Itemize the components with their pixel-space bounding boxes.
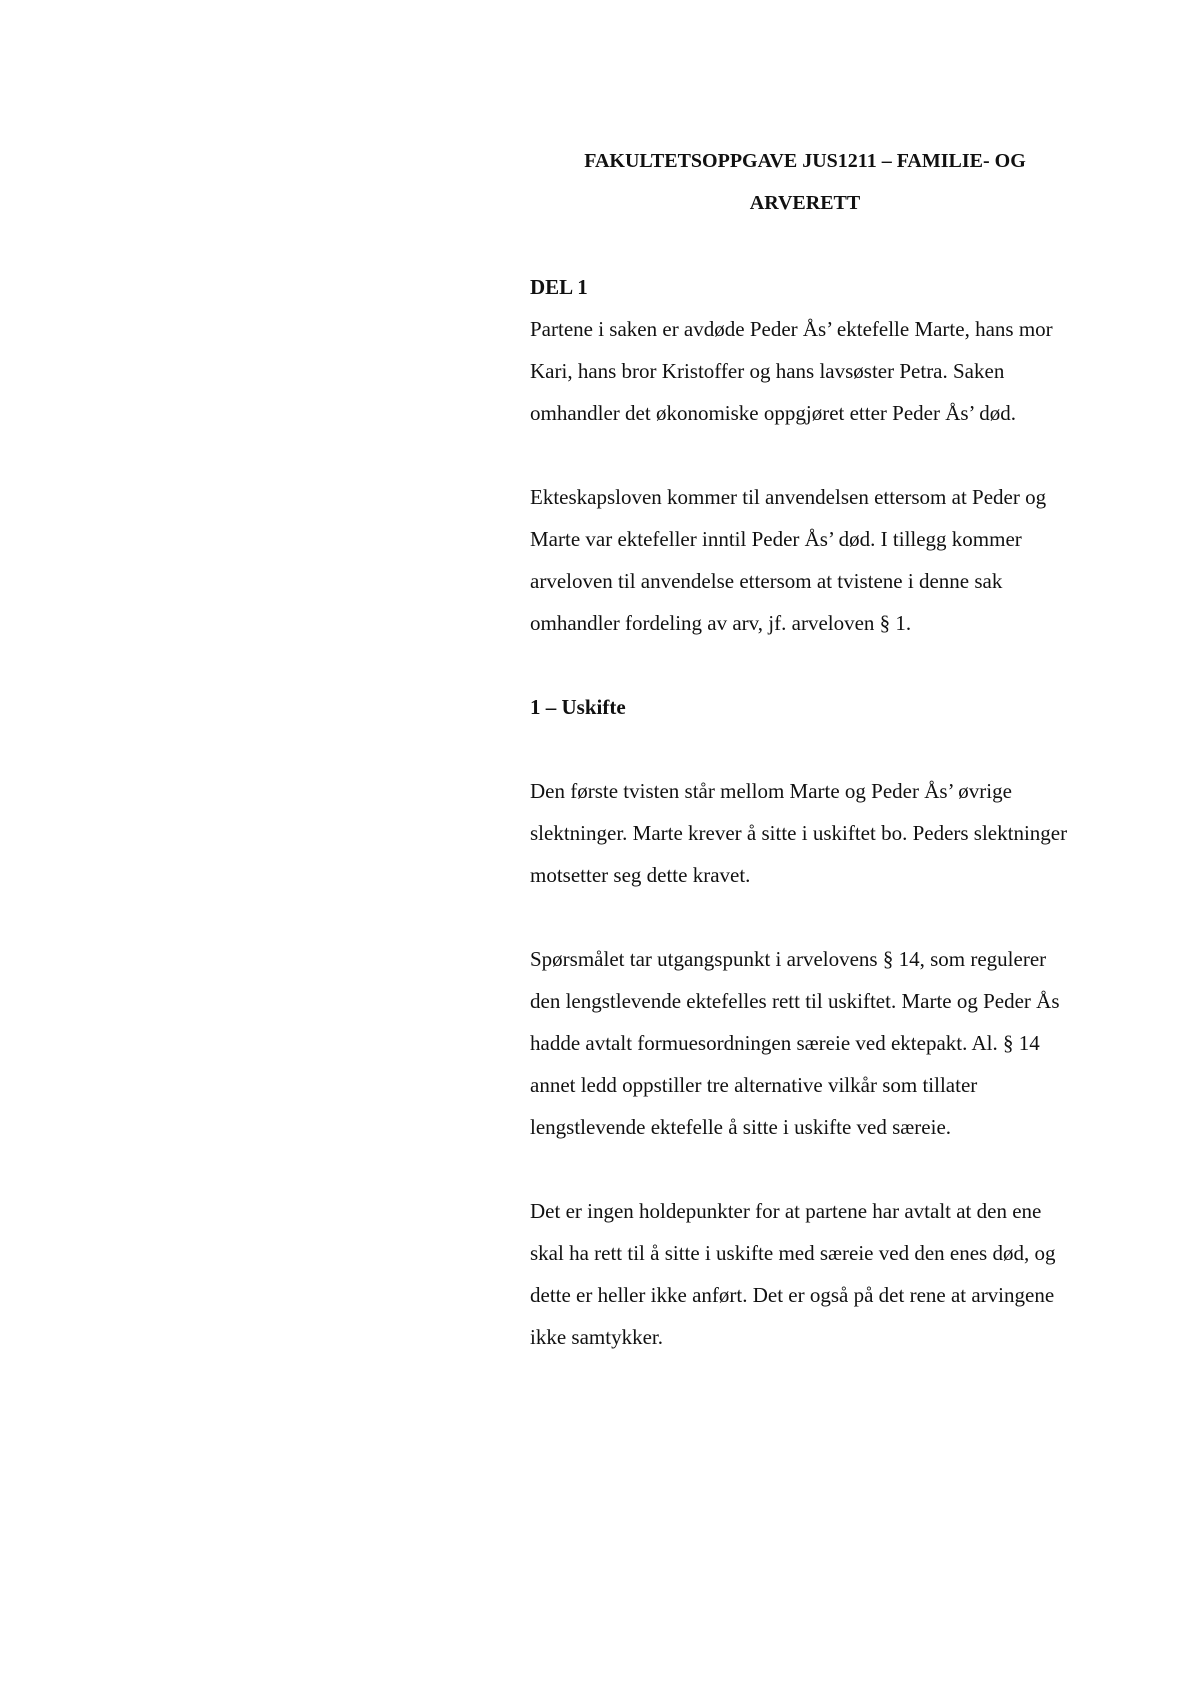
document-title: FAKULTETSOPPGAVE JUS1211 – FAMILIE- OG ARVERETT (584, 150, 1026, 214)
paragraph-applicable-law: Ekteskapsloven kommer til anvendelsen ettersom at Peder og Marte var ektefeller inntil Peder Ås’ død. I tillegg kommer arveloven til anvendelse ettersom at tvistene i denne sak omhandler fordeling av arv, jf. arveloven § 1. (530, 485, 1047, 635)
section-heading-uskifte: 1 – Uskifte (530, 695, 626, 719)
part-heading: DEL 1 (530, 275, 588, 299)
spacer (530, 224, 1080, 266)
paragraph-first-dispute: Den første tvisten står mellom Marte og Peder Ås’ øvrige slektninger. Marte krever å sitte i uskiftet bo. Peders slektninger motsetter seg dette kravet. (530, 779, 1068, 887)
spacer (530, 1148, 1080, 1190)
spacer (530, 728, 1080, 770)
spacer (530, 644, 1080, 686)
paragraph-no-agreement: Det er ingen holdepunkter for at partene har avtalt at den ene skal ha rett til å sitte i uskifte med særeie ved den enes død, og dette er heller ikke anført. Det er også på det rene at arvingene ikke samtykker. (530, 1199, 1056, 1349)
paragraph-parties: Partene i saken er avdøde Peder Ås’ ektefelle Marte, hans mor Kari, hans bror Kristoffer og hans lavsøster Petra. Saken omhandler det økonomiske oppgjøret etter Peder Ås’ død. (530, 317, 1053, 425)
spacer (530, 896, 1080, 938)
paragraph-legal-question: Spørsmålet tar utgangspunkt i arvelovens § 14, som regulerer den lengstlevende ektefelles rett til uskiftet. Marte og Peder Ås hadde avtalt formuesordningen særeie ved ektepakt. Al. § 14 annet ledd oppstiller tre alternative vilkår som tillater lengstlevende ektefelle å sitte i uskifte ved særeie. (530, 947, 1060, 1139)
text-column (530, 140, 1080, 1358)
spacer (530, 434, 1080, 476)
